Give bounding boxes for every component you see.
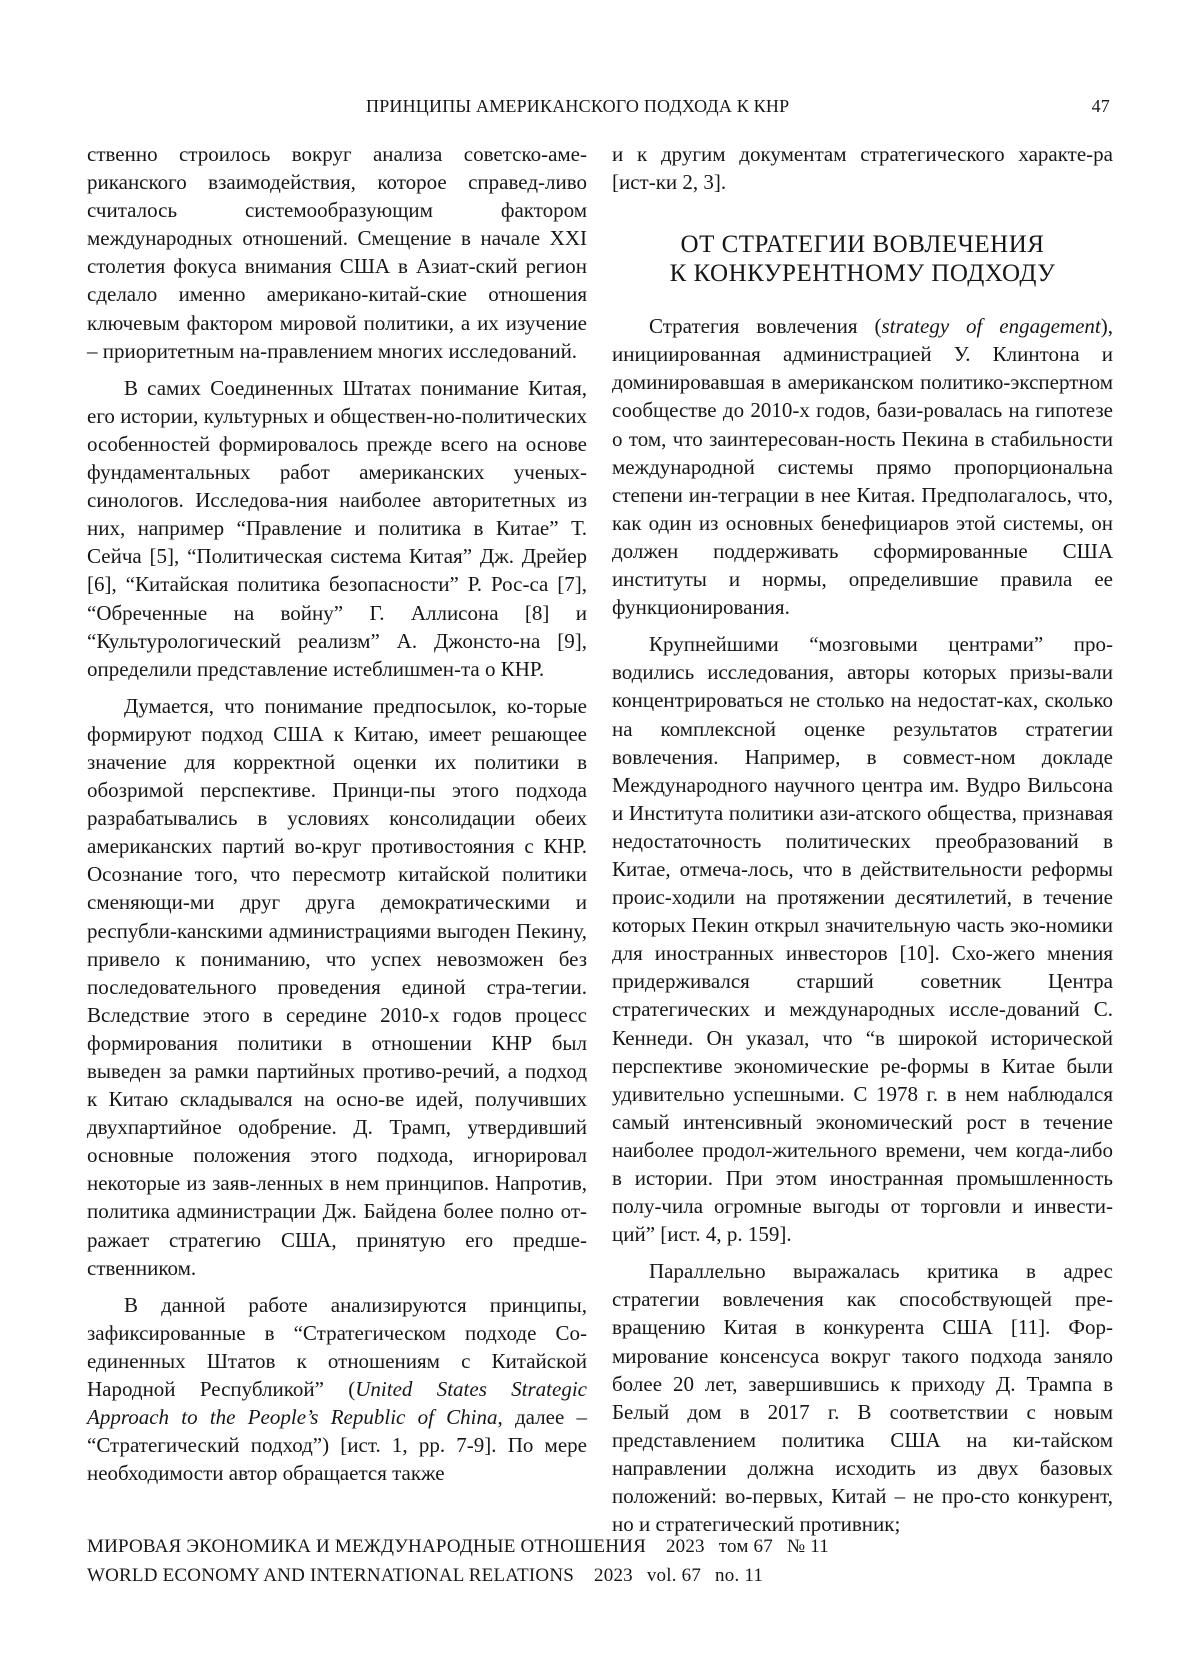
footer-line-ru <box>87 1532 849 1561</box>
paragraph-text: , далее – “Стратегический подход”) [ист. 1, pp. 7-9]. По мере необходимости автор обращается также <box>87 1405 588 1486</box>
footer-line-en <box>87 1561 849 1590</box>
paragraph-text: ), инициированная администрацией У. Клинтона и доминировавшая в американском политико-экспертном сообществе до 2010-х годов, бази-ровалась на гипотезе о том, что заинтересован-ность Пекина в стабильности международной системы прямо пропорциональна степени ин-теграции в нее Китая. Предполагалось, что, как один из основных бенефициаров этой системы, он должен поддерживать сформированные США институты и нормы, определившие правила ее функционирования. <box>612 314 1114 620</box>
paragraph: Параллельно выражалась критика в адрес стратегии вовлечения как способствующей пре-вращению Китая в конкурента США [11]. Фор-мирование консенсуса вокруг такого подхода заняло более 20 лет, завершившись к приходу Д. Трампа в Белый дом в 2017 г. В соответствии с новым представлением политика США на ки-тайском направлении должна исходить из двух базовых положений: во-первых, Китай – не про-сто конкурент, но и стратегический противник; <box>612 1259 1113 1537</box>
paragraph: ственно строилось вокруг анализа советско-аме-риканского взаимодействия, которое справед-ливо считалось системообразующим фактором международных отношений. Смещение в начале XXI столетия фокуса внимания США в Азиат-ский регион сделало именно американо-китай-ские отношения ключевым фактором мировой политики, а их изучение – приоритетным на-правлением многих исследований. <box>87 142 587 363</box>
year: 2023 <box>665 1536 705 1557</box>
section-heading-line: К КОНКУРЕНТНОМУ ПОДХОДУ <box>669 260 1056 288</box>
volume: vol. 67 <box>646 1565 702 1586</box>
paragraph <box>612 312 1113 621</box>
italic-term: strategy of engagement <box>881 314 1101 339</box>
section-heading-line: ОТ СТРАТЕГИИ ВОВЛЕЧЕНИЯ <box>680 231 1045 259</box>
running-title: ПРИНЦИПЫ АМЕРИКАНСКОГО ПОДХОДА К КНР <box>366 96 790 116</box>
section-heading <box>612 230 1113 288</box>
paragraph: Думается, что понимание предпосылок, ко-торые формируют подход США к Китаю, имеет решающее значение для корректной оценки их политики в обозримой перспективе. Принци-пы этого подхода разрабатывались в условиях консолидации обеих американских партий во-круг противостояния с КНР. Осознание того, что пересмотр китайской политики сменяющи-ми друг друга демократическими и республи-канскими администрациями выгоден Пекину, привело к пониманию, что успех невозможен без последовательного проведения единой стра-тегии. Вследствие этого в середине 2010-х годов процесс формирования политики в отношении КНР был выведен за рамки партийных противо-речий, а подход к Китаю складывался на осно-ве идей, получивших двухпартийное одобрение. Д. Трамп, утвердивший основные положения этого подхода, игнорировал некоторые из заяв-ленных в нем принципов. Напротив, политика администрации Дж. Байдена более полно от-ражает стратегию США, принятую его предше-ственником. <box>87 693 587 1280</box>
volume: том 67 <box>718 1536 773 1557</box>
issue: no. 11 <box>715 1565 764 1586</box>
issue: № 11 <box>786 1536 829 1557</box>
journal-name-en: WORLD ECONOMY AND INTERNATIONAL RELATIONS <box>87 1565 575 1586</box>
paragraph <box>87 1291 587 1488</box>
year: 2023 <box>594 1565 633 1586</box>
paragraph-text: Стратегия вовлечения ( <box>649 314 882 339</box>
left-column <box>87 140 587 1496</box>
right-column <box>612 140 1113 1547</box>
paragraph: В самих Соединенных Штатах понимание Китая, его истории, культурных и обществен-но-политических особенностей формировалось прежде всего на основе фундаментальных работ американских ученых-синологов. Исследова-ния наиболее авторитетных из них, например “Правление и политика в Китае” Т. Сейча [5], “Политическая система Китая” Дж. Дрейер [6], “Китайская политика безопасности” Р. Рос-са [7], “Обреченные на войну” Г. Аллисона [8] и “Культурологический реализм” А. Джонсто-на [9], определили представление истеблишмен-та о КНР. <box>87 375 587 681</box>
journal-name-ru: МИРОВАЯ ЭКОНОМИКА И МЕЖДУНАРОДНЫЕ ОТНОШЕНИЯ <box>87 1536 646 1557</box>
running-head <box>0 96 1200 122</box>
paragraph: Крупнейшими “мозговыми центрами” про-водились исследования, авторы которых призы-вали концентрироваться не столько на недостат-ках, сколько на комплексной оценке результатов стратегии вовлечения. Например, в совмест-ном докладе Международного научного центра им. Вудро Вильсона и Института политики ази-атского общества, признавая недостаточность политических преобразований в Китае, отмеча-лось, что в действительности реформы проис-ходили на протяжении десятилетий, в течение которых Пекин открыл значительную часть эко-номики для иностранных инвесторов [10]. Схо-жего мнения придерживался старший советник Центра стратегических и международных иссле-дований С. Кеннеди. Он указал, что “в широкой исторической перспективе экономические ре-формы в Китае были удивительно успешными. С 1978 г. в нем наблюдался самый интенсивный экономический рост в течение наиболее продол-жительного времени, чем когда-либо в истории. При этом иностранная промышленность полу-чила огромные выгоды от торговли и инвести-ций” [ист. 4, p. 159]. <box>612 632 1113 1247</box>
paragraph-text: В данной работе анализируются принципы, зафиксированные в “Стратегическом подходе Со-единенных Штатов к отношениям с Китайской Народной Республикой” ( <box>87 1292 587 1402</box>
paragraph: и к другим документам стратегического характе-ра [ист-ки 2, 3]. <box>612 142 1113 195</box>
italic-title: United States Strategic Approach to the People’s Republic of China <box>87 1377 587 1430</box>
page-number: 47 <box>1091 96 1110 116</box>
journal-footer <box>87 1532 849 1590</box>
